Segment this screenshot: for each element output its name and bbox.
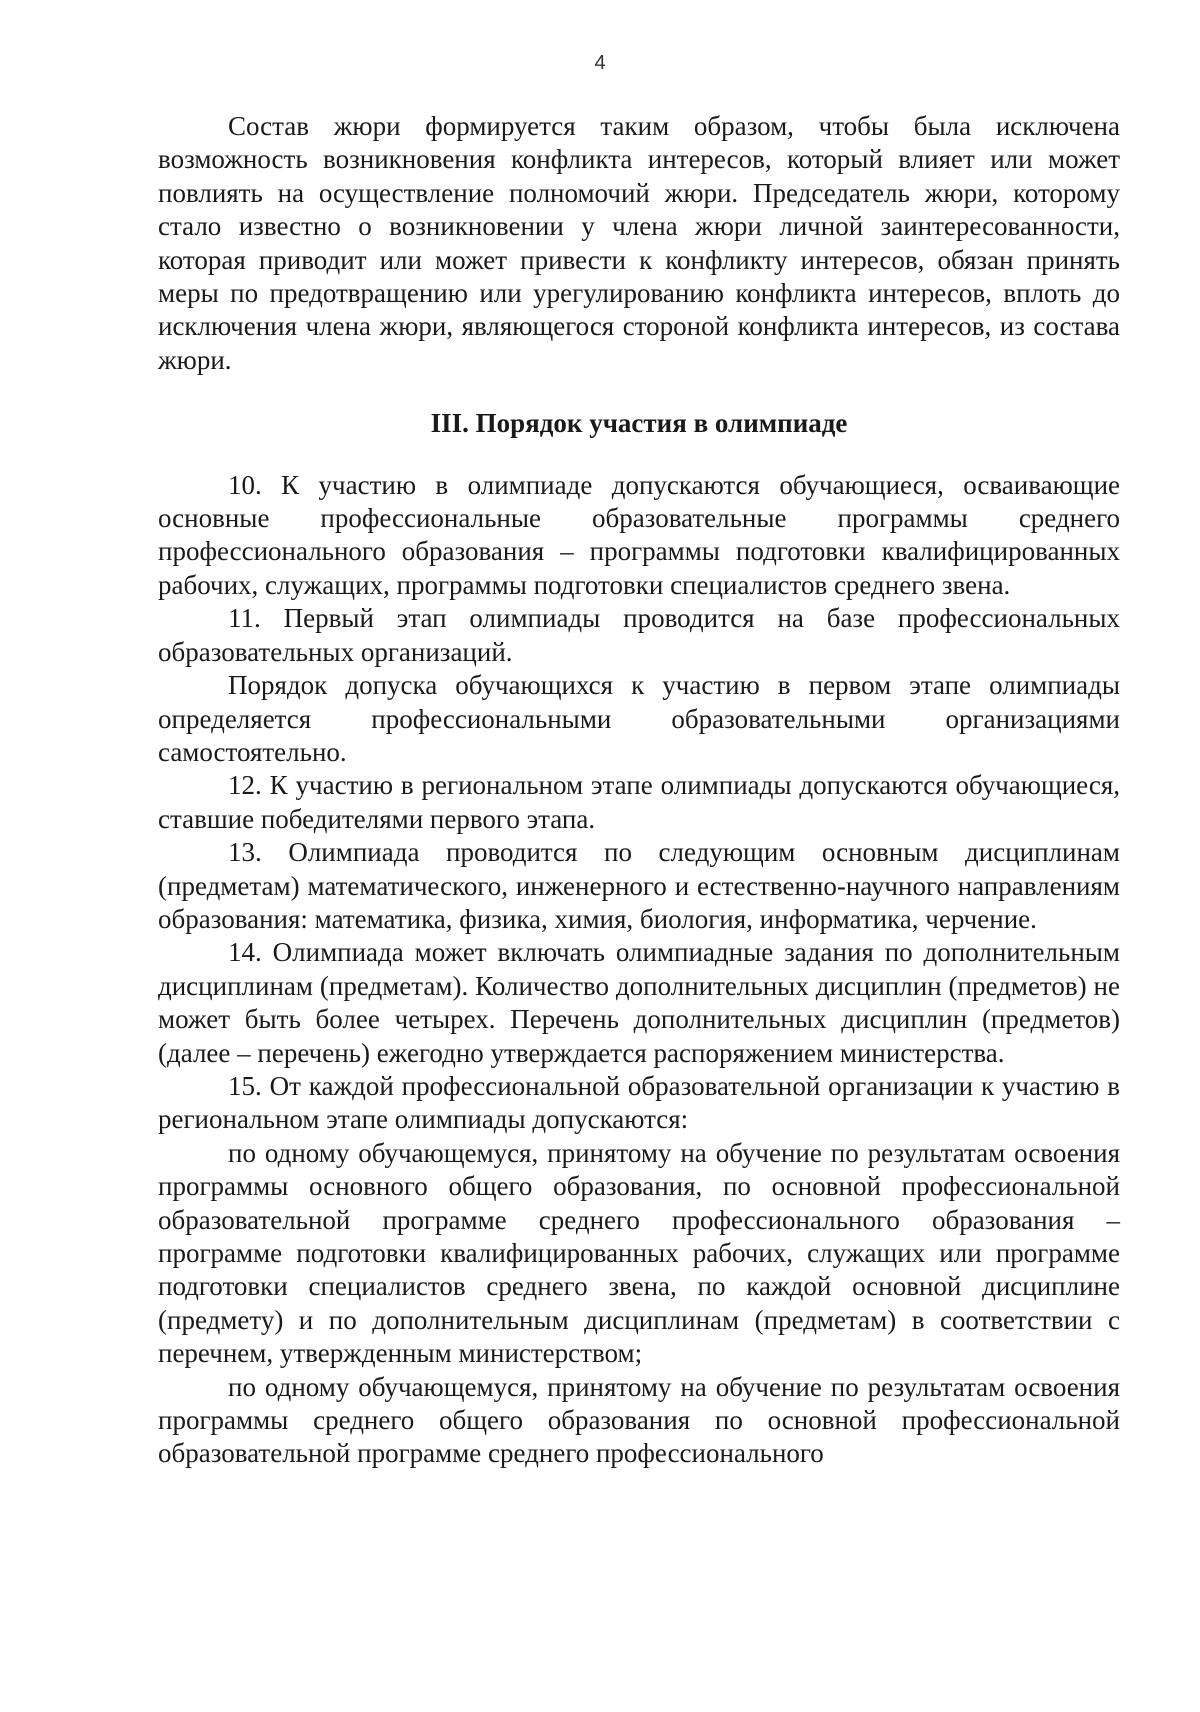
paragraph-jury-composition: Состав жюри формируется таким образом, чтобы была исключена возможность возникновения конфликта интересов, который влияет или может повлиять на осуществление полномочий жюри. Председатель жюри, которому стало известно о возникновении у члена жюри личной заинтересованности, которая приводит или может привести к конфликту интересов, обязан принять меры по предотвращению или урегулированию конфликта интересов, вплоть до исключения члена жюри, являющегося стороной конфликта интересов, из состава жюри. [158,111,1120,375]
paragraph-13: 13. Олимпиада проводится по следующим основным дисциплинам (предметам) математического, инженерного и естественно-научного направлениям образования: математика, физика, химия, биология, информатика, черчение. [158,837,1120,934]
paragraph-15-item-2: по одному обучающемуся, принятому на обучение по результатам освоения программы среднего общего образования по основной профессиональной образовательной программе среднего профессионального [158,1371,1120,1469]
paragraph-10: 10. К участию в олимпиаде допускаются обучающиеся, осваивающие основные профессиональные образовательные программы среднего профессионального образования – программы подготовки квалифицированных рабочих, служащих, программы подготовки специалистов среднего звена. [158,469,1120,600]
paragraph-14: 14. Олимпиада может включать олимпиадные задания по дополнительным дисциплинам (предметам). Количество дополнительных дисциплин (предметов) не может быть более четырех. Перечень дополнительных дисциплин (предметов) (далее – перечень) ежегодно утверждается распоряжением министерства. [158,937,1120,1068]
document-body [158,110,1120,1471]
page-number: 4 [594,52,606,74]
paragraph-11-admission: Порядок допуска обучающихся к участию в первом этапе олимпиады определяется профессиональными образовательными организациями самостоятельно. [158,670,1120,767]
section-heading: III. Порядок участия в олимпиаде [430,408,848,439]
paragraph-15-item-1: по одному обучающемуся, принятому на обучение по результатам освоения программы основного общего образования, по основной профессиональной образовательной программе среднего профессионального образования – программе подготовки квалифицированных рабочих, служащих или программе подготовки специалистов среднего звена, по каждой основной дисциплине (предмету) и по дополнительным дисциплинам (предметам) в соответствии с перечнем, утвержденным министерством; [158,1137,1120,1369]
paragraph-12: 12. К участию в региональном этапе олимпиады допускаются обучающиеся, ставшие победителями первого этапа. [158,770,1120,834]
paragraph-15: 15. От каждой профессиональной образовательной организации к участию в региональном этапе олимпиады допускаются: [158,1070,1120,1135]
paragraph-11: 11. Первый этап олимпиады проводится на базе профессиональных образовательных организаций. [158,603,1120,667]
